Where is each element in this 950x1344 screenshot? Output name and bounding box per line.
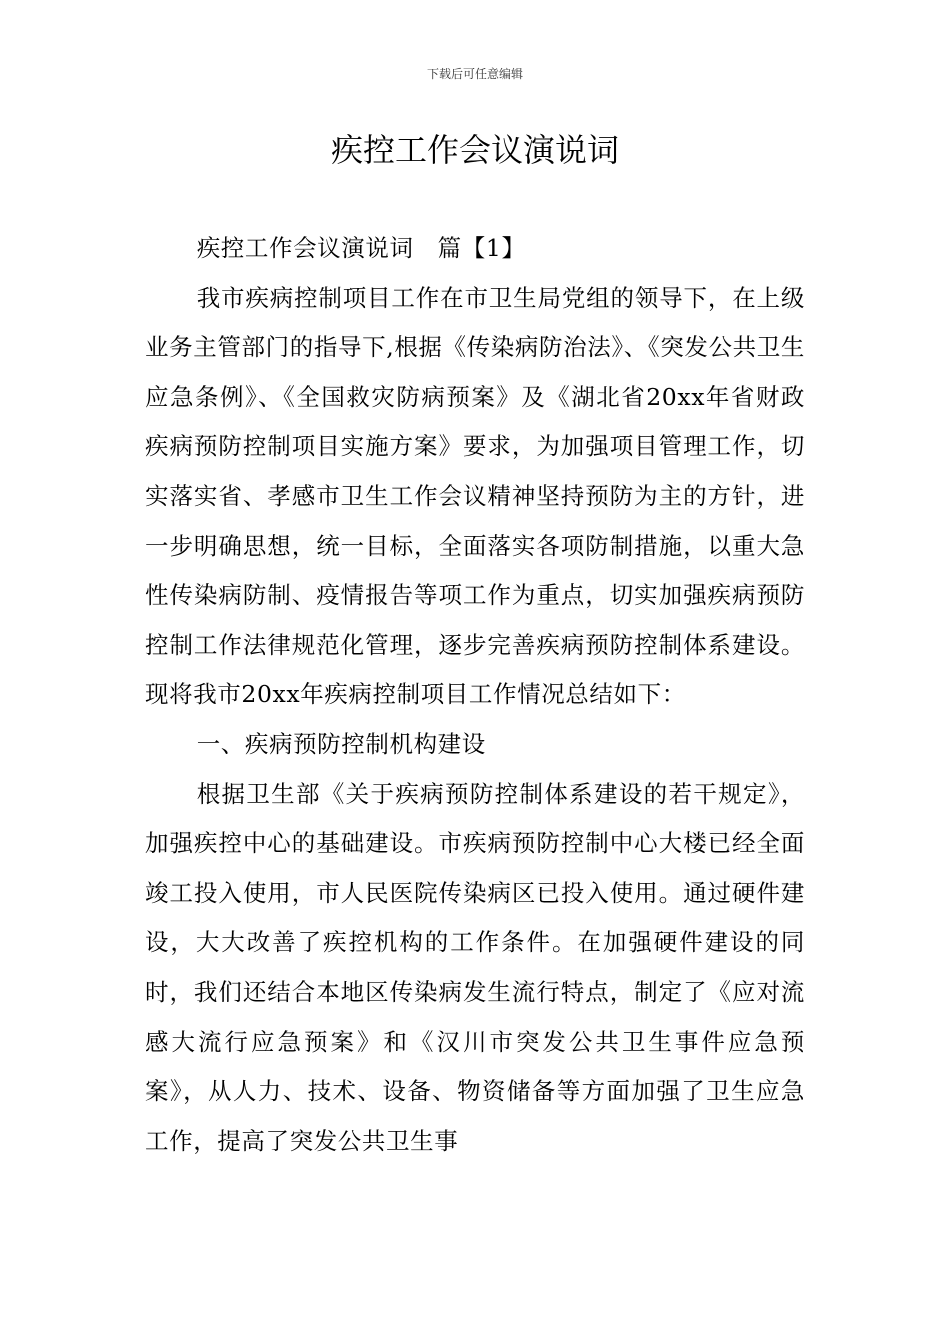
paragraph-intro: 我市疾病控制项目工作在市卫生局党组的领导下，在上级业务主管部门的指导下,根据《传染病防治法》、《突发公共卫生应急条例》、《全国救灾防病预案》及《湖北省20xx年省财政疾病预防控制项目实施方案》要求，为加强项目管理工作，切实落实省、孝感市卫生工作会议精神坚持预防为主的方针，进一步明确思想，统一目标，全面落实各项防制措施，以重大急性传染病防制、疫情报告等项工作为重点，切实加强疾病预防控制工作法律规范化管理，逐步完善疾病预防控制体系建设。现将我市20xx年疾病控制项目工作情况总结如下：	[145, 283, 805, 709]
header-note: 下载后可任意编辑	[426, 67, 523, 81]
section-subtitle: 疾控工作会议演说词 篇【1】	[196, 234, 526, 262]
document-body	[145, 224, 805, 1166]
paragraph-section-1: 根据卫生部《关于疾病预防控制体系建设的若干规定》，加强疾控中心的基础建设。市疾病预防控制中心大楼已经全面竣工投入使用，市人民医院传染病区已投入使用。通过硬件建设，大大改善了疾控机构的工作条件。在加强硬件建设的同时，我们还结合本地区传染病发生流行特点，制定了《应对流感大流行应急预案》和《汉川市突发公共卫生事件应急预案》，从人力、技术、设备、物资储备等方面加强了卫生应急工作，提高了突发公共卫生事	[145, 779, 805, 1155]
document-title: 疾控工作会议演说词	[330, 131, 619, 169]
section-heading-1: 一、疾病预防控制机构建设	[196, 729, 486, 758]
